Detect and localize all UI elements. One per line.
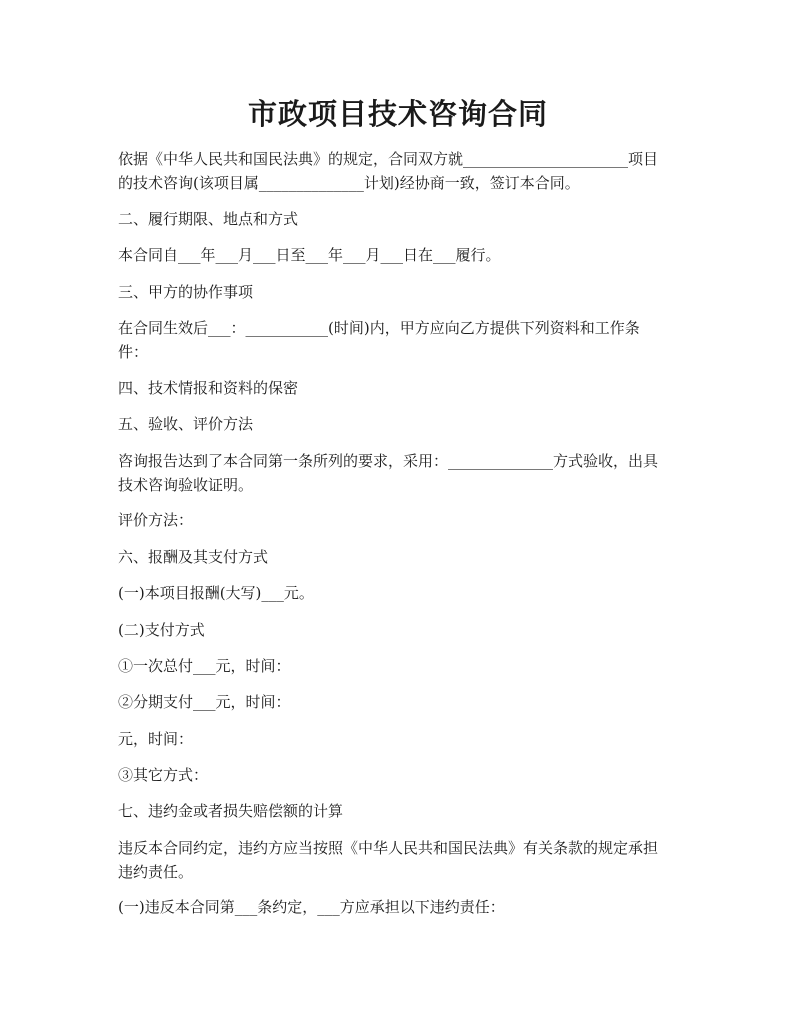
text-line: 三、甲方的协作事项 xyxy=(118,283,254,301)
text-line: 违反本合同约定，违约方应当按照《中华人民共和国民法典》有关条款的规定承担 xyxy=(118,839,659,857)
text-line: 二、履行期限、地点和方式 xyxy=(118,210,299,228)
section-heading-7 xyxy=(118,799,684,823)
text-line: 在合同生效后___：___________(时间)内，甲方应向乙方提供下列资料和工作条 xyxy=(118,319,640,337)
section-heading-5 xyxy=(118,412,684,436)
section-heading-4 xyxy=(118,376,684,400)
paragraph-preamble xyxy=(118,147,684,195)
text-line: (一)本项目报酬(大写)___元。 xyxy=(118,584,314,602)
text-line: ①一次总付___元，时间： xyxy=(118,657,291,675)
paragraph-installment xyxy=(118,690,684,714)
paragraph-breach xyxy=(118,836,684,884)
text-line: 违约责任。 xyxy=(118,863,194,881)
text-line: 元，时间： xyxy=(118,730,194,748)
text-line: 四、技术情报和资料的保密 xyxy=(118,379,299,397)
text-line: (一)违反本合同第___条约定，___方应承担以下违约责任： xyxy=(118,898,505,916)
paragraph-breach-clause xyxy=(118,895,684,919)
text-line: 五、验收、评价方法 xyxy=(118,415,254,433)
text-line: 六、报酬及其支付方式 xyxy=(118,548,269,566)
text-line: 评价方法： xyxy=(118,511,194,529)
section-heading-6 xyxy=(118,545,684,569)
text-line: 技术咨询验收证明。 xyxy=(118,476,254,494)
paragraph-payment-amount xyxy=(118,581,684,605)
text-line: 件： xyxy=(118,343,149,361)
paragraph-installment-time xyxy=(118,727,684,751)
text-line: (二)支付方式 xyxy=(118,621,205,639)
text-line: 本合同自___年___月___日至___年___月___日在___履行。 xyxy=(118,246,501,264)
text-line: ②分期支付___元，时间： xyxy=(118,693,291,711)
paragraph-acceptance xyxy=(118,449,684,497)
section-heading-2 xyxy=(118,207,684,231)
paragraph-evaluation xyxy=(118,508,684,532)
section-heading-3 xyxy=(118,280,684,304)
text-line: 七、违约金或者损失赔偿额的计算 xyxy=(118,802,344,820)
text-line: ③其它方式： xyxy=(118,766,209,784)
paragraph-cooperation xyxy=(118,316,684,364)
text-line: 咨询报告达到了本合同第一条所列的要求，采用：______________方式验收，出具 xyxy=(118,452,659,470)
paragraph-payment-method xyxy=(118,618,684,642)
text-line: 的技术咨询(该项目属______________计划)经协商一致，签订本合同。 xyxy=(118,174,580,192)
paragraph-term xyxy=(118,243,684,267)
text-line: 依据《中华人民共和国民法典》的规定，合同双方就______________________项目 xyxy=(118,150,659,168)
document-title: 市政项目技术咨询合同 xyxy=(247,97,548,131)
paragraph-other-method xyxy=(118,763,684,787)
paragraph-lump-sum xyxy=(118,654,684,678)
